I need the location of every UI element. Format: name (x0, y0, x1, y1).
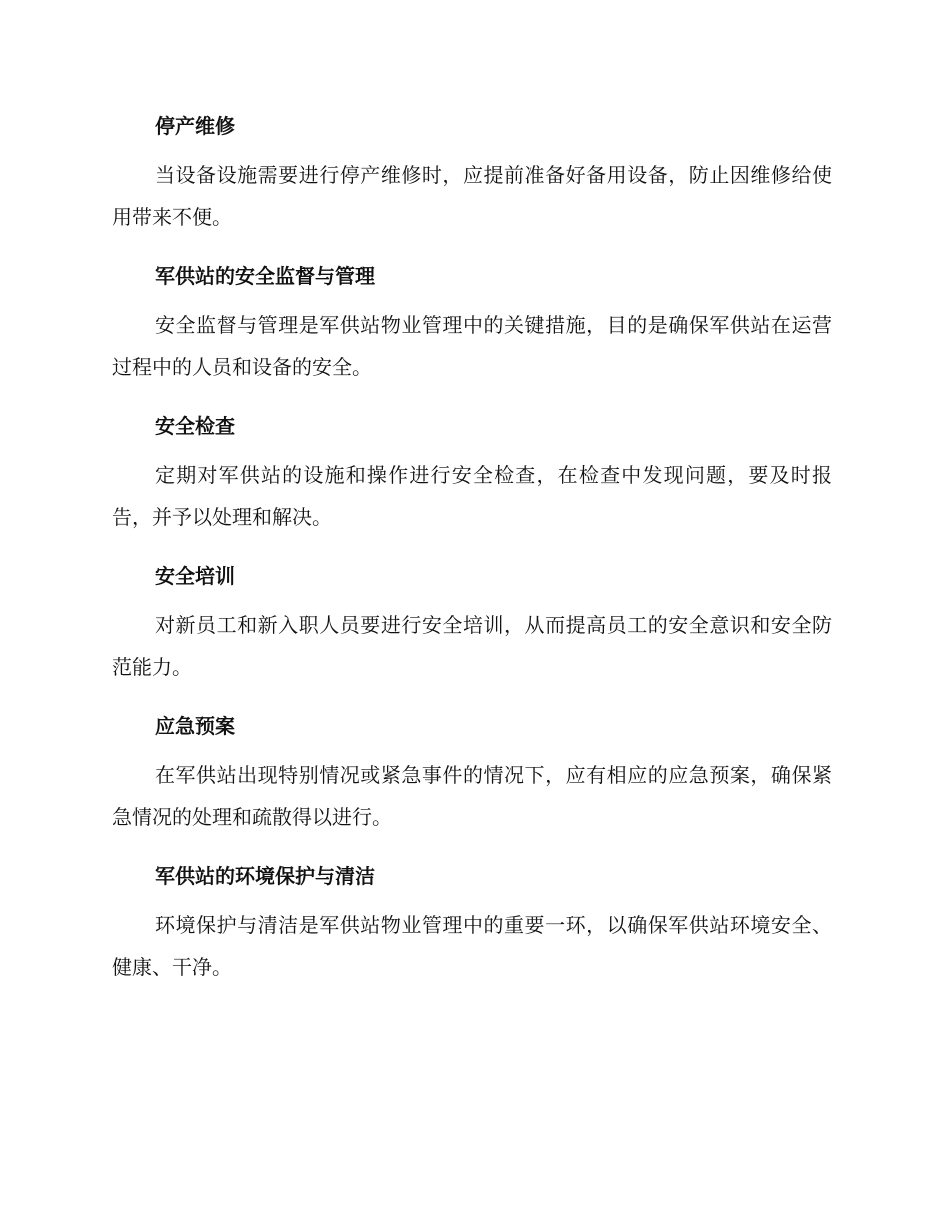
section-paragraph: 定期对军供站的设施和操作进行安全检查，在检查中发现问题，要及时报告，并予以处理和解决。 (112, 463, 832, 529)
section-safety-supervision (112, 254, 832, 388)
section-heading: 停产维修 (155, 114, 235, 138)
section-heading: 军供站的环境保护与清洁 (155, 864, 375, 888)
section-paragraph: 在军供站出现特别情况或紧急事件的情况下，应有相应的应急预案，确保紧急情况的处理和疏散得以进行。 (112, 763, 832, 829)
section-paragraph: 环境保护与清洁是军供站物业管理中的重要一环，以确保军供站环境安全、健康、干净。 (112, 913, 832, 979)
section-environment-cleaning (112, 854, 832, 988)
section-safety-inspection (112, 404, 832, 538)
section-shutdown-maintenance (112, 104, 832, 238)
section-heading: 安全检查 (155, 414, 235, 438)
section-heading: 安全培训 (155, 564, 235, 588)
section-heading: 军供站的安全监督与管理 (155, 264, 375, 288)
section-heading: 应急预案 (155, 714, 235, 738)
section-paragraph: 对新员工和新入职人员要进行安全培训，从而提高员工的安全意识和安全防范能力。 (112, 613, 832, 679)
section-paragraph: 安全监督与管理是军供站物业管理中的关键措施，目的是确保军供站在运营过程中的人员和设备的安全。 (112, 313, 832, 379)
section-emergency-plan (112, 704, 832, 838)
section-safety-training (112, 554, 832, 688)
section-paragraph: 当设备设施需要进行停产维修时，应提前准备好备用设备，防止因维修给使用带来不便。 (112, 163, 832, 229)
document-page (112, 104, 832, 1004)
